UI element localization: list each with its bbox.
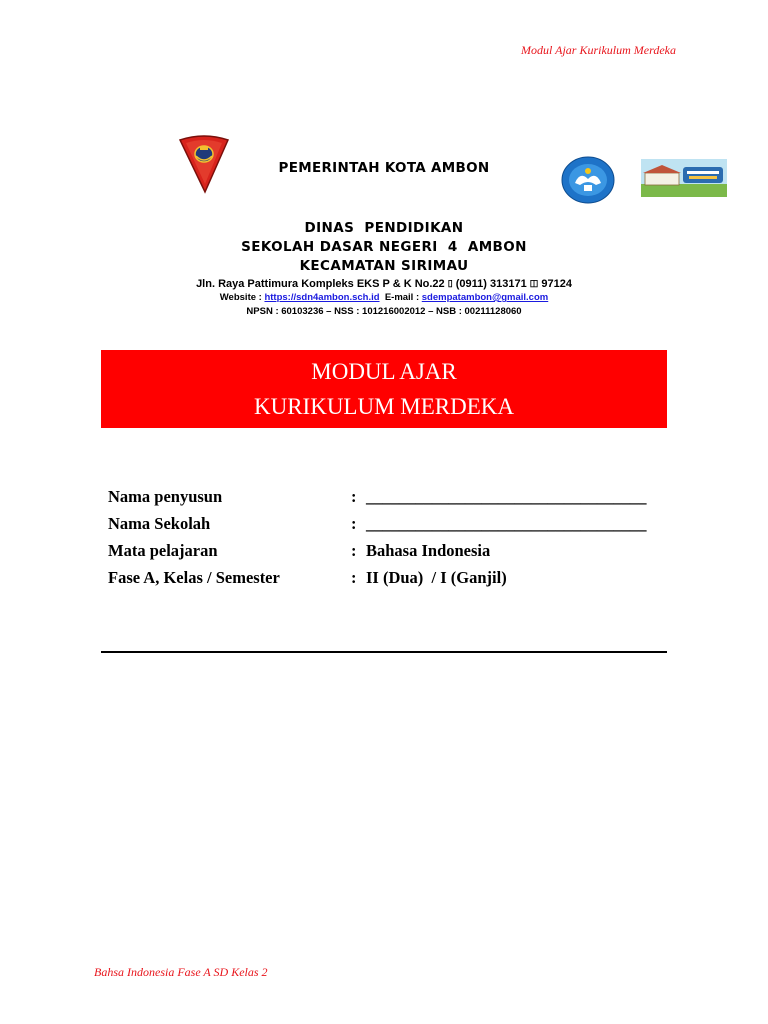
info-colon: : [351,514,357,533]
banner-line-2: KURIKULUM MERDEKA [253,394,515,419]
info-value: __________________________________ [366,487,647,506]
website-label: Website : [219,292,262,303]
postal-code: 97124 [541,278,572,290]
phone-number: (0911) 313171 [455,278,527,290]
info-row-subject [108,541,668,568]
school-name: SEKOLAH DASAR NEGERI 4 AMBON [241,239,527,255]
info-label: Nama Sekolah [108,514,211,533]
divider-line [101,651,667,653]
header-note: Modul Ajar Kurikulum Merdeka [521,43,676,57]
email-label: E-mail : [384,292,420,303]
sekolah-penggerak-icon [641,159,727,197]
banner-line-1: MODUL AJAR [311,359,457,384]
title-banner [101,350,667,428]
address-text: Jln. Raya Pattimura Kompleks EKS P & K No.22 [196,278,445,290]
phone-icon: ▯ [447,278,453,288]
info-colon: : [351,487,357,506]
contact-line [0,292,768,303]
info-value: II (Dua) / I (Ganjil) [366,568,507,587]
info-row-author [108,487,668,514]
email-link[interactable]: sdempatambon@gmail.com [421,292,549,303]
info-value: Bahasa Indonesia [366,541,491,560]
registry-line: NPSN : 60103236 – NSS : 101216002012 – NSB : 00211128060 [246,306,522,317]
address-line [0,278,768,290]
info-label: Nama penyusun [108,487,223,506]
tut-wuri-handayani-icon [560,155,616,205]
info-row-school [108,514,668,541]
info-label: Mata pelajaran [108,541,218,560]
government-title: PEMERINTAH KOTA AMBON [278,160,490,176]
website-link[interactable]: https://sdn4ambon.sch.id [264,292,380,303]
info-colon: : [351,568,357,587]
info-table [108,487,668,595]
organization-block [0,219,768,276]
district-name: KECAMATAN SIRIMAU [299,258,469,274]
info-colon: : [351,541,357,560]
info-label: Fase A, Kelas / Semester [108,568,280,587]
info-value: __________________________________ [366,514,647,533]
footer-note: Bahsa Indonesia Fase A SD Kelas 2 [94,965,268,979]
office-name: DINAS PENDIDIKAN [304,220,464,236]
info-row-phase [108,568,668,595]
fax-icon: ◫ [529,278,539,288]
